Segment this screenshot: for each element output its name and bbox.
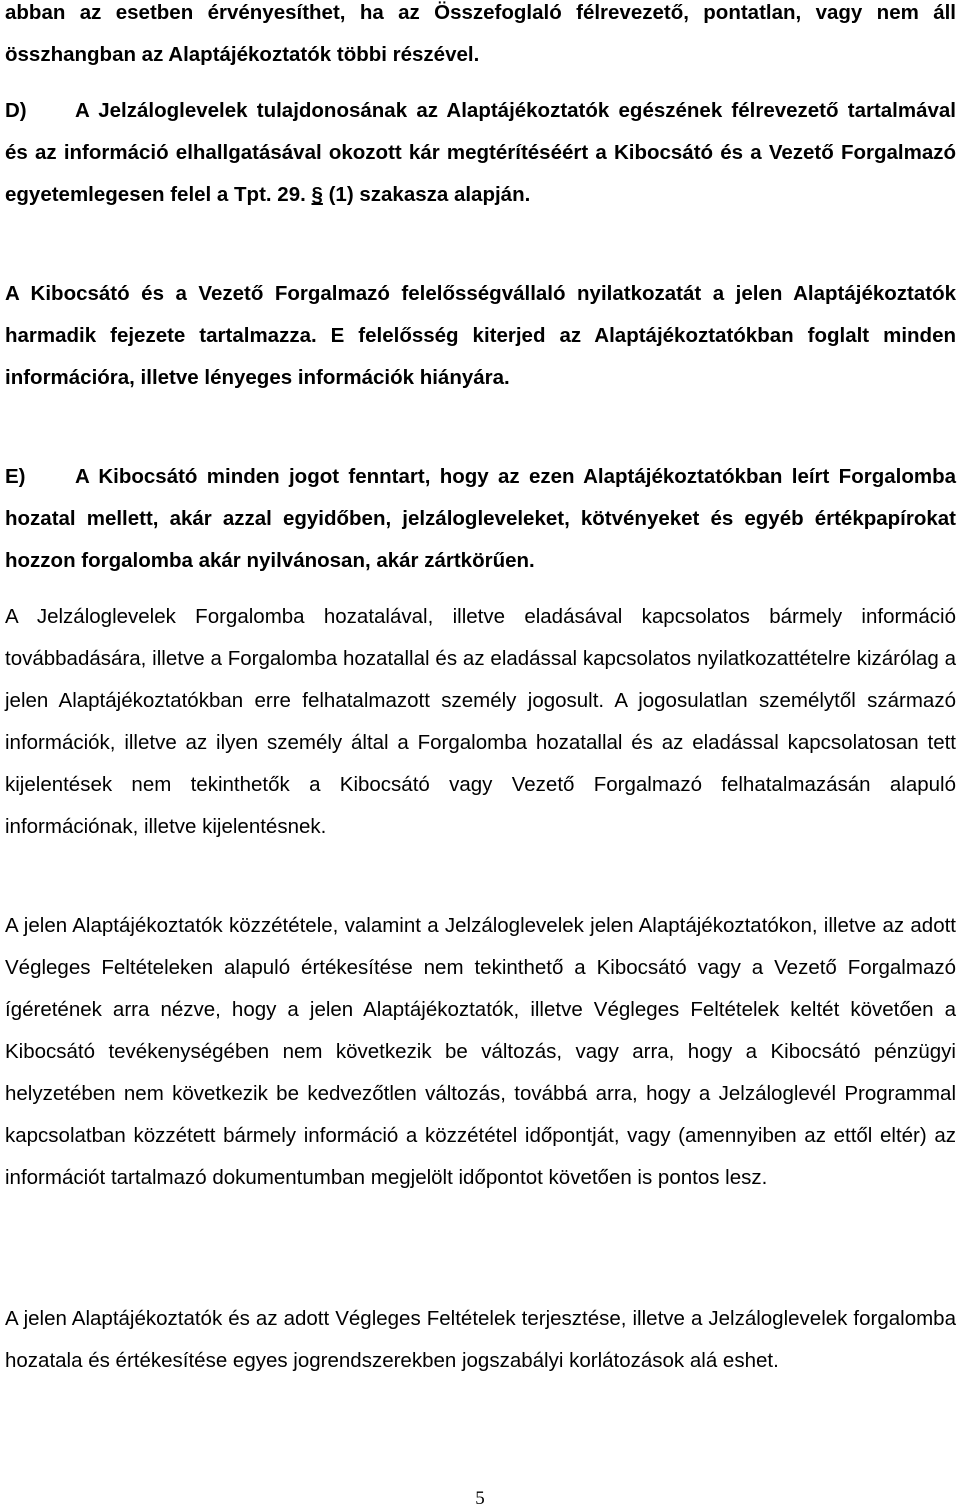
paragraph-text: A Jelzáloglevelek tulajdonosának az Alaptájékoztatók egészének félrevezető tartalmával és az információ elhallgatásával okozott kár megtérítéséért a Kibocsátó és a Vezető Forgalmazó egyetemlegesen felel a Tpt. 29. (5, 99, 956, 206)
paragraph-text: abban az esetben érvényesíthet, ha az Összefoglaló félrevezető, pontatlan, vagy nem áll összhangban az Alaptájékoztatók többi részével. (5, 1, 956, 66)
paragraph-text: A Kibocsátó és a Vezető Forgalmazó felelősségvállaló nyilatkozatát a jelen Alaptájékoztatók harmadik fejezete tartalmazza. E felelősség kiterjed az Alaptájékoztatókban foglalt minden információra, illetve lényeges információk hiányára. (5, 282, 956, 389)
paragraph-d (5, 90, 956, 216)
paragraph-publication (5, 905, 956, 1199)
paragraph-text: A Jelzáloglevelek Forgalomba hozatalával, illetve eladásával kapcsolatos bármely információ továbbadására, illetve a Forgalomba hozatallal és az eladással kapcsolatos nyilatkozattételre kizárólag a jelen Alaptájékoztatókban erre felhatalmazott személy jogosult. A jogosulatlan személytől származó információk, illetve az ilyen személy által a Forgalomba hozatallal és az eladással kapcsolatosan tett kijelentések nem tekinthetők a Kibocsátó vagy Vezető Forgalmazó felhatalmazásán alapuló információnak, illetve kijelentésnek. (5, 605, 956, 838)
paragraph-e (5, 456, 956, 582)
paragraph-text: A Kibocsátó minden jogot fenntart, hogy az ezen Alaptájékoztatókban leírt Forgalomba hozatal mellett, akár azzal egyidőben, jelzálogleveleket, kötvényeket és egyéb értékpapírokat hozzon forgalomba akár nyilvánosan, akár zártkörűen. (5, 465, 956, 572)
paragraph-label-e: E) (5, 465, 26, 488)
paragraph-information (5, 596, 956, 848)
paragraph-distribution (5, 1298, 956, 1382)
paragraph-label-d: D) (5, 99, 27, 122)
paragraph-text-end: (1) szakasza alapján. (328, 183, 531, 206)
paragraph-text: A jelen Alaptájékoztatók közzététele, valamint a Jelzáloglevelek jelen Alaptájékoztatókon, illetve az adott Végleges Feltételeken alapuló értékesítése nem tekinthető a Kibocsátó vagy a Vezető Forgalmazó ígéretének arra nézve, hogy a jelen Alaptájékoztatók, illetve Végleges Feltételek keltét követően a Kibocsátó tevékenységében nem következik be változás, vagy arra, hogy a Kibocsátó pénzügyi helyzetében nem következik be kedvezőtlen változás, továbbá arra, hogy a Jelzáloglevél Programmal kapcsolatban közzétett bármely információ a közzététel időpontját, vagy (amennyiben az ettől eltér) az információt tartalmazó dokumentumban megjelölt időpontot követően is pontos lesz. (5, 914, 956, 1189)
paragraph-liability (5, 273, 956, 399)
paragraph-continuation (5, 0, 956, 76)
page-number: 5 (475, 1488, 485, 1509)
paragraph-text: A jelen Alaptájékoztatók és az adott Végleges Feltételek terjesztése, illetve a Jelzáloglevelek forgalomba hozatala és értékesítése egyes jogrendszerekben jogszabályi korlátozások alá eshet. (5, 1307, 956, 1372)
section-sign: § (311, 183, 323, 206)
